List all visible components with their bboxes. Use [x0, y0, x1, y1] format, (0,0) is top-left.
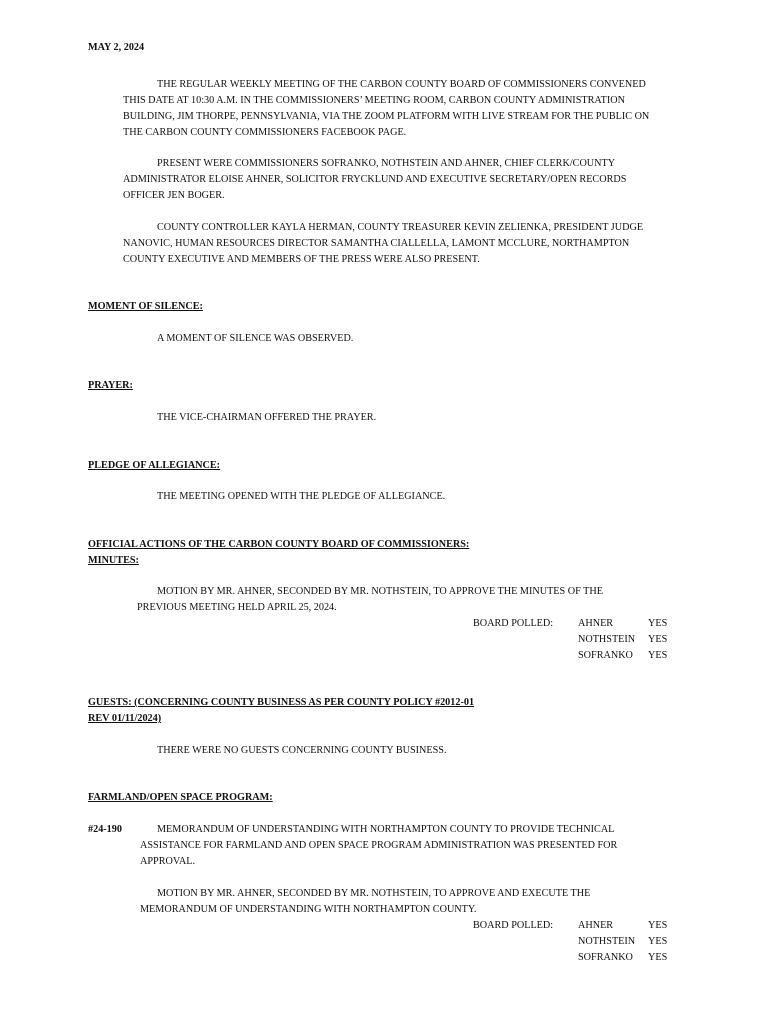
present-line: OFFICER JEN BOGER.: [123, 190, 225, 201]
pledge-heading: PLEDGE OF ALLEGIANCE:: [88, 460, 221, 471]
guests-heading: REV 01/11/2024): [88, 713, 162, 724]
moment-heading: MOMENT OF SILENCE:: [88, 301, 203, 312]
poll-vote: YES: [648, 650, 668, 661]
poll-label: BOARD POLLED:: [473, 920, 554, 931]
poll-name: AHNER: [578, 920, 614, 931]
guests-text: THERE WERE NO GUESTS CONCERNING COUNTY BUSINESS.: [157, 745, 447, 756]
farmland-heading: FARMLAND/OPEN SPACE PROGRAM:: [88, 792, 273, 803]
present-line: ADMINISTRATOR ELOISE AHNER, SOLICITOR FRYCKLUND AND EXECUTIVE SECRETARY/OPEN RECORDS: [123, 174, 627, 185]
prayer-heading: PRAYER:: [88, 380, 133, 391]
moment-text: A MOMENT OF SILENCE WAS OBSERVED.: [157, 333, 354, 344]
item-number: #24-190: [88, 824, 122, 835]
also-present-line: COUNTY CONTROLLER KAYLA HERMAN, COUNTY TREASURER KEVIN ZELIENKA, PRESIDENT JUDGE: [157, 222, 644, 233]
poll-vote: YES: [648, 952, 668, 963]
poll-name: AHNER: [578, 618, 614, 629]
item-text-line: APPROVAL.: [140, 856, 196, 867]
minutes-heading: MINUTES:: [88, 555, 139, 566]
poll-vote: YES: [648, 920, 668, 931]
prayer-text: THE VICE-CHAIRMAN OFFERED THE PRAYER.: [157, 412, 377, 423]
poll-vote: YES: [648, 618, 668, 629]
poll-vote: YES: [648, 936, 668, 947]
official-actions-heading: OFFICIAL ACTIONS OF THE CARBON COUNTY BOARD OF COMMISSIONERS:: [88, 539, 470, 550]
minutes-motion-line: PREVIOUS MEETING HELD APRIL 25, 2024.: [137, 602, 337, 613]
poll-label: BOARD POLLED:: [473, 618, 554, 629]
meeting-date: MAY 2, 2024: [88, 42, 145, 53]
intro-line: THE REGULAR WEEKLY MEETING OF THE CARBON COUNTY BOARD OF COMMISSIONERS CONVENED: [157, 79, 646, 90]
poll-name: NOTHSTEIN: [578, 936, 636, 947]
pledge-text: THE MEETING OPENED WITH THE PLEDGE OF ALLEGIANCE.: [157, 491, 446, 502]
minutes-motion-line: MOTION BY MR. AHNER, SECONDED BY MR. NOTHSTEIN, TO APPROVE THE MINUTES OF THE: [157, 586, 603, 597]
intro-line: BUILDING, JIM THORPE, PENNSYLVANIA, VIA THE ZOOM PLATFORM WITH LIVE STREAM FOR THE PUBLIC ON: [123, 111, 650, 122]
also-present-line: NANOVIC, HUMAN RESOURCES DIRECTOR SAMANTHA CIALLELLA, LAMONT MCCLURE, NORTHAMPTON: [123, 238, 630, 249]
intro-line: THIS DATE AT 10:30 A.M. IN THE COMMISSIONERS’ MEETING ROOM, CARBON COUNTY ADMINISTRATION: [123, 95, 625, 106]
poll-vote: YES: [648, 634, 668, 645]
present-line: PRESENT WERE COMMISSIONERS SOFRANKO, NOTHSTEIN AND AHNER, CHIEF CLERK/COUNTY: [157, 158, 616, 169]
poll-name: NOTHSTEIN: [578, 634, 636, 645]
item-text-line: MEMORANDUM OF UNDERSTANDING WITH NORTHAMPTON COUNTY TO PROVIDE TECHNICAL: [157, 824, 615, 835]
item-text-line: ASSISTANCE FOR FARMLAND AND OPEN SPACE PROGRAM ADMINISTRATION WAS PRESENTED FOR: [140, 840, 618, 851]
poll-name: SOFRANKO: [578, 952, 633, 963]
poll-name: SOFRANKO: [578, 650, 633, 661]
intro-line: THE CARBON COUNTY COMMISSIONERS FACEBOOK PAGE.: [123, 127, 407, 138]
item-motion-line: MOTION BY MR. AHNER, SECONDED BY MR. NOTHSTEIN, TO APPROVE AND EXECUTE THE: [157, 888, 591, 899]
item-motion-line: MEMORANDUM OF UNDERSTANDING WITH NORTHAMPTON COUNTY.: [140, 904, 477, 915]
also-present-line: COUNTY EXECUTIVE AND MEMBERS OF THE PRESS WERE ALSO PRESENT.: [123, 254, 480, 265]
guests-heading: GUESTS: (CONCERNING COUNTY BUSINESS AS PER COUNTY POLICY #2012-01: [88, 697, 475, 708]
